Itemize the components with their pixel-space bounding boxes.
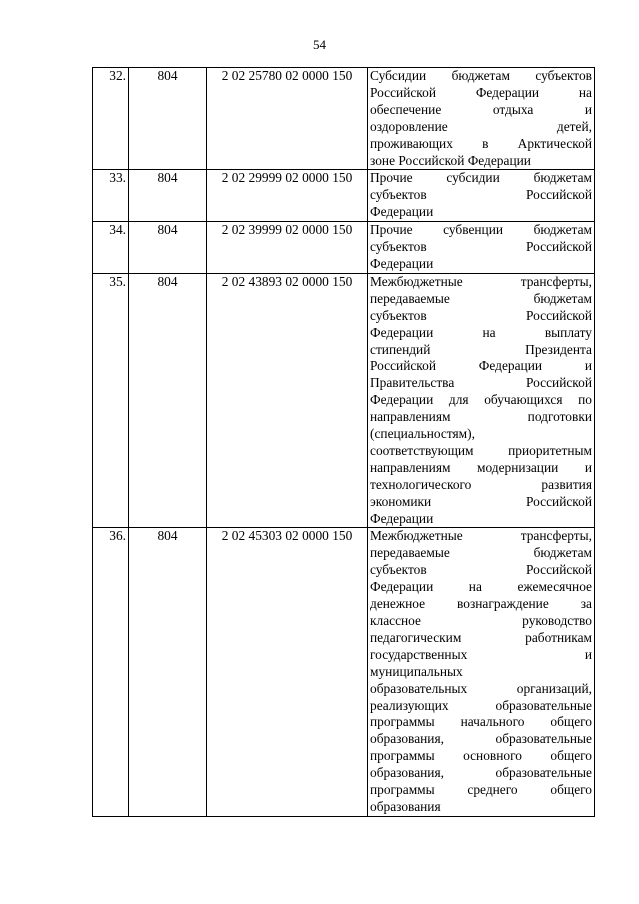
revenue-name-line: программы среднего общего bbox=[370, 782, 592, 798]
revenue-name-line: Федерации bbox=[370, 510, 434, 526]
revenue-name-line: Российской Федерации на bbox=[370, 84, 592, 100]
revenue-name-line: оздоровление детей, bbox=[370, 118, 592, 134]
revenue-name-line: образовательных организаций, bbox=[370, 680, 592, 696]
revenue-name-line: Федерации bbox=[370, 204, 434, 220]
revenue-name-line: образования bbox=[370, 798, 441, 814]
revenue-name-line: педагогическим работникам bbox=[370, 629, 592, 645]
revenue-name-line: передаваемые бюджетам bbox=[370, 290, 592, 306]
admin-code: 804 bbox=[129, 170, 207, 222]
admin-code: 804 bbox=[129, 528, 207, 816]
budget-code: 2 02 25780 02 0000 150 bbox=[207, 68, 368, 170]
revenue-name-line: направлениям подготовки bbox=[370, 409, 592, 425]
revenue-name-line: Правительства Российской bbox=[370, 375, 592, 391]
table-row bbox=[93, 273, 595, 528]
revenue-name-line: Прочие субвенции бюджетам bbox=[370, 222, 592, 238]
table-row bbox=[93, 222, 595, 274]
revenue-name-line: Федерации на ежемесячное bbox=[370, 579, 592, 595]
revenue-name-line: стипендий Президента bbox=[370, 341, 592, 357]
revenue-name bbox=[368, 68, 595, 170]
row-number: 36. bbox=[93, 528, 129, 816]
revenue-name-line: государственных и bbox=[370, 646, 592, 662]
revenue-name-line: образования, образовательные bbox=[370, 731, 592, 747]
revenue-name-line: Федерации bbox=[370, 255, 434, 271]
revenue-name-line: денежное вознаграждение за bbox=[370, 596, 592, 612]
revenue-name-line: Российской Федерации и bbox=[370, 358, 592, 374]
revenue-name bbox=[368, 273, 595, 528]
table-row bbox=[93, 68, 595, 170]
revenue-name-line: субъектов Российской bbox=[370, 562, 592, 578]
revenue-name-line: субъектов Российской bbox=[370, 187, 592, 203]
revenue-name-line: проживающих в Арктической bbox=[370, 135, 592, 151]
row-number: 33. bbox=[93, 170, 129, 222]
revenue-name-line: субъектов Российской bbox=[370, 239, 592, 255]
revenue-name-line: образования, образовательные bbox=[370, 765, 592, 781]
budget-code: 2 02 29999 02 0000 150 bbox=[207, 170, 368, 222]
budget-classification-table bbox=[92, 67, 595, 817]
table-body bbox=[93, 68, 595, 817]
revenue-name bbox=[368, 528, 595, 816]
revenue-name-line: реализующих образовательные bbox=[370, 697, 592, 713]
row-number: 35. bbox=[93, 273, 129, 528]
revenue-name-line: зоне Российской Федерации bbox=[370, 152, 531, 168]
revenue-name-line: классное руководство bbox=[370, 613, 592, 628]
admin-code: 804 bbox=[129, 222, 207, 274]
admin-code: 804 bbox=[129, 273, 207, 528]
revenue-name-line: обеспечение отдыха и bbox=[370, 101, 592, 117]
revenue-name-line: программы начального общего bbox=[370, 714, 592, 730]
revenue-name-line: Прочие субсидии бюджетам bbox=[370, 170, 592, 186]
revenue-name bbox=[368, 170, 595, 222]
revenue-name-line: программы основного общего bbox=[370, 748, 592, 764]
budget-code: 2 02 45303 02 0000 150 bbox=[207, 528, 368, 816]
revenue-name-line: Межбюджетные трансферты, bbox=[370, 528, 592, 544]
revenue-name-line: Межбюджетные трансферты, bbox=[370, 273, 592, 289]
revenue-name-line: технологического развития bbox=[370, 476, 592, 492]
revenue-name-line: Федерации для обучающихся по bbox=[370, 392, 592, 408]
row-number: 32. bbox=[93, 68, 129, 170]
budget-code: 2 02 43893 02 0000 150 bbox=[207, 273, 368, 528]
revenue-name-line: соответствующим приоритетным bbox=[370, 442, 592, 458]
admin-code: 804 bbox=[129, 68, 207, 170]
revenue-name-line: субъектов Российской bbox=[370, 307, 592, 323]
revenue-name-line: Субсидии бюджетам субъектов bbox=[370, 68, 592, 83]
revenue-name-line: направлениям модернизации и bbox=[370, 459, 592, 475]
page-number: 54 bbox=[313, 37, 326, 52]
revenue-name-line: (специальностям), bbox=[370, 426, 475, 442]
revenue-name-line: муниципальных bbox=[370, 663, 463, 679]
revenue-name-line: Федерации на выплату bbox=[370, 324, 592, 340]
row-number: 34. bbox=[93, 222, 129, 274]
revenue-name-line: передаваемые бюджетам bbox=[370, 545, 592, 561]
budget-code: 2 02 39999 02 0000 150 bbox=[207, 222, 368, 274]
table-row bbox=[93, 528, 595, 816]
revenue-name-line: экономики Российской bbox=[370, 493, 592, 509]
table-row bbox=[93, 170, 595, 222]
revenue-name bbox=[368, 222, 595, 274]
